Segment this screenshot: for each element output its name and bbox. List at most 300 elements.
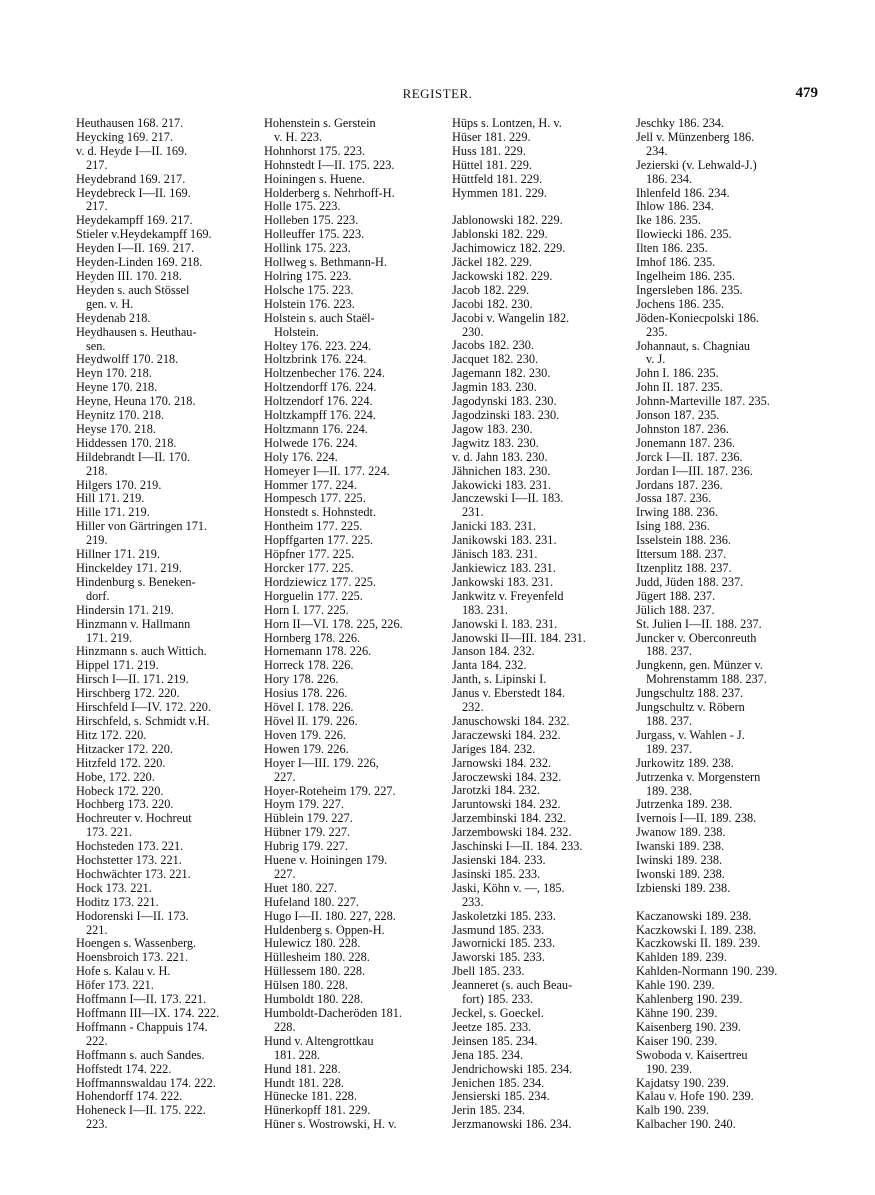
index-entry-text: Holy 176. 224. xyxy=(264,449,338,464)
index-entry-text: Hüttel 181. 229. xyxy=(452,157,532,172)
index-entry-text: Huldenberg s. Oppen-H. xyxy=(264,922,385,937)
index-column-4 xyxy=(636,117,816,1132)
index-entry-text: Heydekampff 169. 217. xyxy=(76,213,193,228)
index-entry-text: Jackowski 182. 229. xyxy=(452,268,553,283)
index-entry xyxy=(452,673,632,687)
index-entry-text: Hitzfeld 172. 220. xyxy=(76,755,166,770)
index-entry-text: Iwanski 189. 238. xyxy=(636,839,725,854)
index-entry xyxy=(76,785,256,799)
index-entry-text: Holstein s. auch Staël- xyxy=(264,310,375,325)
index-entry-text: Jossa 187. 236. xyxy=(636,491,712,506)
index-entry-text: Heydebreck I—II. 169. xyxy=(76,185,191,200)
index-entry-text: Jaskoletzki 185. 233. xyxy=(452,908,556,923)
index-entry xyxy=(452,979,632,1007)
index-entry xyxy=(76,423,256,437)
index-entry xyxy=(636,757,816,771)
index-entry-text: Hildebrandt I—II. 170. xyxy=(76,449,191,464)
index-entry xyxy=(636,479,816,493)
index-entry xyxy=(264,798,444,812)
index-entry xyxy=(452,1021,632,1035)
index-entry-text: Jurgass, v. Wahlen - J. xyxy=(636,727,745,742)
index-entry-text: Johnn-Marteville 187. 235. xyxy=(636,394,770,409)
index-entry xyxy=(264,214,444,228)
index-entry-text: Janicki 183. 231. xyxy=(452,519,537,534)
index-entry-text: Jarnowski 184. 232. xyxy=(452,755,552,770)
index-entry xyxy=(452,924,632,938)
index-entry-text: Hille 171. 219. xyxy=(76,505,150,520)
index-entry xyxy=(264,340,444,354)
index-entry-text: Swoboda v. Kaisertreu xyxy=(636,1047,748,1062)
index-entry-continuation: dorf. xyxy=(86,588,110,603)
index-entry-text: Höfer 173. 221. xyxy=(76,978,154,993)
index-entry xyxy=(452,590,632,618)
index-entry xyxy=(264,1090,444,1104)
index-entry-text: Huet 180. 227. xyxy=(264,880,338,895)
index-entry xyxy=(636,200,816,214)
index-entry-text: Jena 185. 234. xyxy=(452,1047,524,1062)
index-entry xyxy=(452,798,632,812)
index-entry xyxy=(264,159,444,173)
index-entry xyxy=(264,1063,444,1077)
index-entry-text: Jeschky 186. 234. xyxy=(636,116,725,130)
index-entry xyxy=(636,840,816,854)
index-entry-text: Jagodzinski 183. 230. xyxy=(452,408,560,423)
index-entry-text: Hüps s. Lontzen, H. v. xyxy=(452,116,562,130)
index-entry-text: Hinzmann s. auch Wittich. xyxy=(76,644,207,659)
index-entry xyxy=(636,270,816,284)
index-entry xyxy=(76,312,256,326)
index-entry xyxy=(76,173,256,187)
index-entry xyxy=(264,812,444,826)
index-entry-text: Holtzkampff 176. 224. xyxy=(264,408,376,423)
index-entry-text: Jäckel 182. 229. xyxy=(452,255,532,270)
index-entry xyxy=(264,187,444,201)
index-entry-text: Hirschberg 172. 220. xyxy=(76,686,180,701)
index-entry-continuation: 222. xyxy=(86,1033,108,1048)
index-entry xyxy=(264,1007,444,1035)
index-entry xyxy=(452,409,632,423)
index-entry xyxy=(264,562,444,576)
index-entry-text: Jonson 187. 235. xyxy=(636,408,720,423)
index-entry-text: Hufeland 180. 227. xyxy=(264,894,359,909)
index-entry-text: Hochreuter v. Hochreut xyxy=(76,811,192,826)
index-entry-text: Kalau v. Hofe 190. 239. xyxy=(636,1089,754,1104)
index-entry xyxy=(264,924,444,938)
index-entry-text: Januschowski 184. 232. xyxy=(452,713,570,728)
index-entry xyxy=(452,1049,632,1063)
index-entry xyxy=(264,270,444,284)
index-entry-text: Holleben 175. 223. xyxy=(264,213,359,228)
index-entry-text: Jacobs 182. 230. xyxy=(452,338,534,353)
index-entry-text: Hüttfeld 181. 229. xyxy=(452,171,543,186)
index-entry-text: Hüblein 179. 227. xyxy=(264,811,353,826)
index-entry xyxy=(264,395,444,409)
index-entry-text: Hochsteden 173. 221. xyxy=(76,839,184,854)
index-entry-text: Hohenstein s. Gerstein xyxy=(264,116,376,130)
index-entry-text: Jendrichowski 185. 234. xyxy=(452,1061,573,1076)
index-entry xyxy=(76,1049,256,1063)
index-entry-text: Hugo I—II. 180. 227, 228. xyxy=(264,908,396,923)
index-entry xyxy=(452,826,632,840)
index-entry xyxy=(76,673,256,687)
index-entry xyxy=(76,492,256,506)
index-entry-text: Hollink 175. 223. xyxy=(264,241,351,256)
index-entry-text: Huene v. Hoiningen 179. xyxy=(264,853,388,868)
index-entry-text: Hoheneck I—II. 175. 222. xyxy=(76,1103,206,1118)
index-entry xyxy=(76,729,256,743)
index-entry-text: Jordan I—III. 187. 236. xyxy=(636,463,753,478)
index-entry-text: Jasinski 185. 233. xyxy=(452,866,541,881)
index-entry xyxy=(636,687,816,701)
index-entry xyxy=(636,465,816,479)
index-entry-text: Janowski I. 183. 231. xyxy=(452,616,558,631)
index-entry-text: Howen 179. 226. xyxy=(264,741,349,756)
index-entry-text: John I. 186. 235. xyxy=(636,366,719,381)
index-entry xyxy=(76,868,256,882)
index-entry-text: Hornemann 178. 226. xyxy=(264,644,372,659)
index-entry xyxy=(76,256,256,270)
index-entry xyxy=(76,409,256,423)
index-entry xyxy=(264,910,444,924)
index-entry-continuation: 227. xyxy=(274,866,296,881)
index-entry xyxy=(76,506,256,520)
index-entry-text: Jarzembowski 184. 232. xyxy=(452,825,572,840)
index-entry-text: Jasienski 184. 233. xyxy=(452,853,546,868)
index-entry xyxy=(264,715,444,729)
index-entry xyxy=(636,798,816,812)
index-entry xyxy=(636,284,816,298)
index-entry-text: Jasmund 185. 233. xyxy=(452,922,545,937)
index-entry xyxy=(636,771,816,799)
index-entry xyxy=(452,618,632,632)
index-entry-text: Hornberg 178. 226. xyxy=(264,630,361,645)
index-entry xyxy=(264,381,444,395)
index-entry-text: Kajdatsy 190. 239. xyxy=(636,1075,729,1090)
index-entry xyxy=(636,548,816,562)
index-entry xyxy=(264,492,444,506)
index-entry xyxy=(452,353,632,367)
index-entry xyxy=(452,1063,632,1077)
index-entry-text: Hübner 179. 227. xyxy=(264,825,351,840)
index-entry xyxy=(264,437,444,451)
index-entry-text: Hiddessen 170. 218. xyxy=(76,435,177,450)
index-entry xyxy=(76,451,256,479)
index-entry xyxy=(76,242,256,256)
index-entry xyxy=(76,965,256,979)
index-entry-text: Heyne, Heuna 170. 218. xyxy=(76,394,196,409)
index-entry-text: Humboldt-Dacheröden 181. xyxy=(264,1006,402,1020)
index-entry xyxy=(264,1077,444,1091)
index-entry xyxy=(636,1077,816,1091)
index-entry-text: Heydhausen s. Heuthau- xyxy=(76,324,197,339)
index-entry-text: Hordziewicz 177. 225. xyxy=(264,574,377,589)
index-entry-text: Hobe, 172. 220. xyxy=(76,769,155,784)
index-entry xyxy=(636,423,816,437)
index-entry-text: Jagodynski 183. 230. xyxy=(452,394,557,409)
index-entry-text: Jarzembinski 184. 232. xyxy=(452,811,567,826)
index-entry xyxy=(636,409,816,423)
index-entry xyxy=(452,784,632,798)
index-entry-text: Janson 184. 232. xyxy=(452,644,535,659)
index-entry xyxy=(452,965,632,979)
index-entry xyxy=(76,395,256,409)
index-entry xyxy=(452,270,632,284)
index-entry-text: Holderberg s. Nehrhoff-H. xyxy=(264,185,395,200)
index-entry xyxy=(636,951,816,965)
index-entry xyxy=(76,687,256,701)
index-entry xyxy=(76,520,256,548)
index-entry xyxy=(452,715,632,729)
index-entry-text: Jablonowski 182. 229. xyxy=(452,213,563,228)
index-entry-text: Ilten 186. 235. xyxy=(636,241,708,256)
index-entry-text: Jaraczewski 184. 232. xyxy=(452,727,561,742)
index-entry xyxy=(76,187,256,215)
index-entry xyxy=(636,214,816,228)
index-entry-text: Holtzbrink 176. 224. xyxy=(264,352,367,367)
index-entry-text: Hoensbroich 173. 221. xyxy=(76,950,189,965)
index-entry-text: Hoym 179. 227. xyxy=(264,797,344,812)
index-entry-text: Jawornicki 185. 233. xyxy=(452,936,556,951)
index-entry-text: Janta 184. 232. xyxy=(452,658,527,673)
index-entry xyxy=(76,757,256,771)
index-entry xyxy=(76,812,256,840)
index-entry xyxy=(264,604,444,618)
index-entry-text: Jänisch 183. 231. xyxy=(452,547,538,562)
index-entry xyxy=(636,882,816,896)
index-entry-text: Janus v. Eberstedt 184. xyxy=(452,686,565,701)
index-entry-text: Kähne 190. 239. xyxy=(636,1005,718,1020)
index-entry-continuation: 173. 221. xyxy=(86,825,133,840)
index-entry-text: Jeetze 185. 233. xyxy=(452,1019,532,1034)
index-entry-text: Heynitz 170. 218. xyxy=(76,408,165,423)
index-entry-text: Jarotzki 184. 232. xyxy=(452,783,541,798)
index-entry xyxy=(264,506,444,520)
index-entry xyxy=(636,1118,816,1132)
index-entry xyxy=(452,187,632,201)
index-entry-continuation: 188. 237. xyxy=(646,644,693,659)
index-entry-text: Ilowiecki 186. 235. xyxy=(636,227,732,242)
index-entry-continuation: 233. xyxy=(462,894,484,909)
index-entry xyxy=(636,228,816,242)
index-entry-text: Jacob 182. 229. xyxy=(452,282,530,297)
index-entry xyxy=(452,451,632,465)
index-entry xyxy=(636,979,816,993)
index-entry-text: Jeinsen 185. 234. xyxy=(452,1033,538,1048)
index-entry xyxy=(76,771,256,785)
index-entry xyxy=(452,882,632,910)
index-entry-text: Iwinski 189. 238. xyxy=(636,853,723,868)
index-entry-text: Jell v. Münzenberg 186. xyxy=(636,129,755,144)
index-entry-continuation: 188. 237. xyxy=(646,713,693,728)
index-entry xyxy=(452,173,632,187)
index-entry-continuation: 189. 238. xyxy=(646,783,693,798)
index-entry xyxy=(76,1063,256,1077)
index-entry xyxy=(452,812,632,826)
index-entry xyxy=(452,632,632,646)
index-entry xyxy=(452,381,632,395)
index-entry xyxy=(76,896,256,910)
index-entry-text: Jochens 186. 235. xyxy=(636,296,725,311)
index-entry-text: Hirschfeld I—IV. 172. 220. xyxy=(76,700,212,715)
index-entry-continuation: 221. xyxy=(86,922,108,937)
index-entry-text: Hövel I. 178. 226. xyxy=(264,700,354,715)
index-entry xyxy=(636,854,816,868)
index-entry-text: Ivernois I—II. 189. 238. xyxy=(636,811,757,826)
index-entry-text: Kahlenberg 190. 239. xyxy=(636,992,743,1007)
index-entry xyxy=(452,548,632,562)
index-entry-text: Hinckeldey 171. 219. xyxy=(76,561,182,575)
index-entry-text: Jankiewicz 183. 231. xyxy=(452,560,556,575)
index-entry-text: Hoffmann I—II. 173. 221. xyxy=(76,992,207,1007)
index-entry xyxy=(452,1118,632,1132)
index-entry-text: Jöden-Koniecpolski 186. xyxy=(636,310,759,325)
index-entry xyxy=(76,214,256,228)
index-entry-text: Johannaut, s. Chagniau xyxy=(636,338,751,353)
index-entry-text: Jariges 184. 232. xyxy=(452,741,536,756)
index-column-2 xyxy=(264,117,444,1132)
index-entry-text: Hoffmann s. auch Sandes. xyxy=(76,1047,205,1062)
index-entry-text: Jachimowicz 182. 229. xyxy=(452,241,566,256)
index-entry xyxy=(452,1090,632,1104)
index-entry-text: Hopffgarten 177. 225. xyxy=(264,533,374,548)
index-entry-text: Homeyer I—II. 177. 224. xyxy=(264,463,390,478)
index-entry-text: Hoffmannswaldau 174. 222. xyxy=(76,1075,216,1090)
index-entry xyxy=(76,715,256,729)
index-entry-text: Hippel 171. 219. xyxy=(76,658,159,673)
index-entry-text: Jenichen 185. 234. xyxy=(452,1075,545,1090)
index-entry xyxy=(264,548,444,562)
letter-section-gap xyxy=(636,896,816,910)
index-entry xyxy=(452,687,632,715)
index-entry xyxy=(264,882,444,896)
index-entry xyxy=(76,131,256,145)
index-entry xyxy=(76,951,256,965)
index-entry-text: Kalb 190. 239. xyxy=(636,1103,710,1118)
index-entry-continuation: 228. xyxy=(274,1019,296,1034)
index-entry xyxy=(76,117,256,131)
index-entry-text: Hoyer I—III. 179. 226, xyxy=(264,755,379,770)
index-entry-text: Hollweg s. Bethmann-H. xyxy=(264,255,387,270)
index-entry xyxy=(264,228,444,242)
index-entry xyxy=(636,506,816,520)
index-entry-text: Jagwitz 183. 230. xyxy=(452,435,539,450)
index-entry-text: Heyden s. auch Stössel xyxy=(76,282,190,297)
index-entry xyxy=(452,659,632,673)
index-entry-text: Jaruntowski 184. 232. xyxy=(452,797,561,812)
index-entry xyxy=(636,965,816,979)
index-entry-text: Holleuffer 175. 223. xyxy=(264,227,365,242)
index-entry-text: Holsche 175. 223. xyxy=(264,282,354,297)
index-entry xyxy=(636,993,816,1007)
index-entry-text: Hock 173. 221. xyxy=(76,880,152,895)
index-entry-text: Hindersin 171. 219. xyxy=(76,602,174,617)
index-entry xyxy=(76,284,256,312)
index-entry xyxy=(452,214,632,228)
index-entry-text: Holtey 176. 223. 224. xyxy=(264,338,372,353)
index-entry-text: Jerzmanowski 186. 234. xyxy=(452,1117,572,1132)
index-entry xyxy=(452,312,632,340)
index-entry-text: Jutrzenka 189. 238. xyxy=(636,797,733,812)
index-entry-text: Jügert 188. 237. xyxy=(636,588,716,603)
index-entry xyxy=(452,1077,632,1091)
index-entry-text: Heydwolff 170. 218. xyxy=(76,352,179,367)
index-entry-text: Jerin 185. 234. xyxy=(452,1103,526,1118)
index-entry xyxy=(76,1104,256,1132)
index-entry-text: Jähnichen 183. 230. xyxy=(452,463,551,478)
index-entry xyxy=(76,1007,256,1021)
index-entry-continuation: 218. xyxy=(86,463,108,478)
index-entry xyxy=(636,1090,816,1104)
index-entry-text: Jordans 187. 236. xyxy=(636,477,723,492)
index-entry-text: Heydebrand 169. 217. xyxy=(76,171,186,186)
index-entry-text: Hirsch I—II. 171. 219. xyxy=(76,672,189,687)
index-entry-text: Hochberg 173. 220. xyxy=(76,797,174,812)
index-entry-text: Hoffmann - Chappuis 174. xyxy=(76,1019,208,1034)
index-entry-text: Jagmin 183. 230. xyxy=(452,380,537,395)
index-entry-text: Huss 181. 229. xyxy=(452,143,526,158)
index-entry-text: Holring 175. 223. xyxy=(264,268,352,283)
index-entry-text: Hohnstedt I—II. 175. 223. xyxy=(264,157,395,172)
index-entry xyxy=(76,743,256,757)
index-entry xyxy=(636,381,816,395)
index-entry xyxy=(76,576,256,604)
index-entry xyxy=(76,437,256,451)
index-entry xyxy=(452,854,632,868)
index-entry xyxy=(264,298,444,312)
index-entry xyxy=(264,451,444,465)
index-entry-continuation: 186. 234. xyxy=(646,171,693,186)
index-entry-text: John II. 187. 235. xyxy=(636,380,723,395)
index-entry xyxy=(264,645,444,659)
index-entry-text: Jankowski 183. 231. xyxy=(452,574,554,589)
index-entry-text: Ihlenfeld 186. 234. xyxy=(636,185,730,200)
index-entry xyxy=(452,131,632,145)
index-entry-text: Kaiser 190. 239. xyxy=(636,1033,718,1048)
index-entry xyxy=(76,562,256,576)
index-entry xyxy=(264,1104,444,1118)
index-entry-text: Janowski II—III. 184. 231. xyxy=(452,630,586,645)
index-entry-text: Hofe s. Kalau v. H. xyxy=(76,964,171,979)
index-entry-text: Janczewski I—II. 183. xyxy=(452,491,564,506)
index-entry-continuation: 189. 237. xyxy=(646,741,693,756)
index-entry-text: Hünecke 181. 228. xyxy=(264,1089,357,1104)
index-entry-continuation: 219. xyxy=(86,533,108,548)
index-entry xyxy=(636,868,816,882)
index-entry xyxy=(452,534,632,548)
index-entry xyxy=(76,701,256,715)
index-entry-text: Hohnhorst 175. 223. xyxy=(264,143,366,158)
index-entry-text: Hillner 171. 219. xyxy=(76,547,161,562)
index-column-3 xyxy=(452,117,632,1132)
index-entry xyxy=(76,228,256,242)
index-entry xyxy=(264,173,444,187)
index-entry-text: Kaczanowski 189. 238. xyxy=(636,908,752,923)
index-entry-text: Hoffmann III—IX. 174. 222. xyxy=(76,1006,220,1020)
index-entry xyxy=(636,659,816,687)
index-entry xyxy=(264,785,444,799)
index-entry-text: Imhof 186. 235. xyxy=(636,255,716,270)
index-entry xyxy=(264,896,444,910)
index-entry-text: Stieler v.Heydekampff 169. xyxy=(76,227,212,242)
index-entry-continuation: 230. xyxy=(462,324,484,339)
index-entry-text: Holtzendorff 176. 224. xyxy=(264,380,377,395)
index-entry xyxy=(452,771,632,785)
index-entry-text: Hünerkopff 181. 229. xyxy=(264,1103,371,1118)
index-entry-continuation: 232. xyxy=(462,700,484,715)
index-entry xyxy=(264,965,444,979)
index-entry-text: Heuthausen 168. 217. xyxy=(76,116,184,130)
index-entry-text: Jorck I—II. 187. 236. xyxy=(636,449,743,464)
